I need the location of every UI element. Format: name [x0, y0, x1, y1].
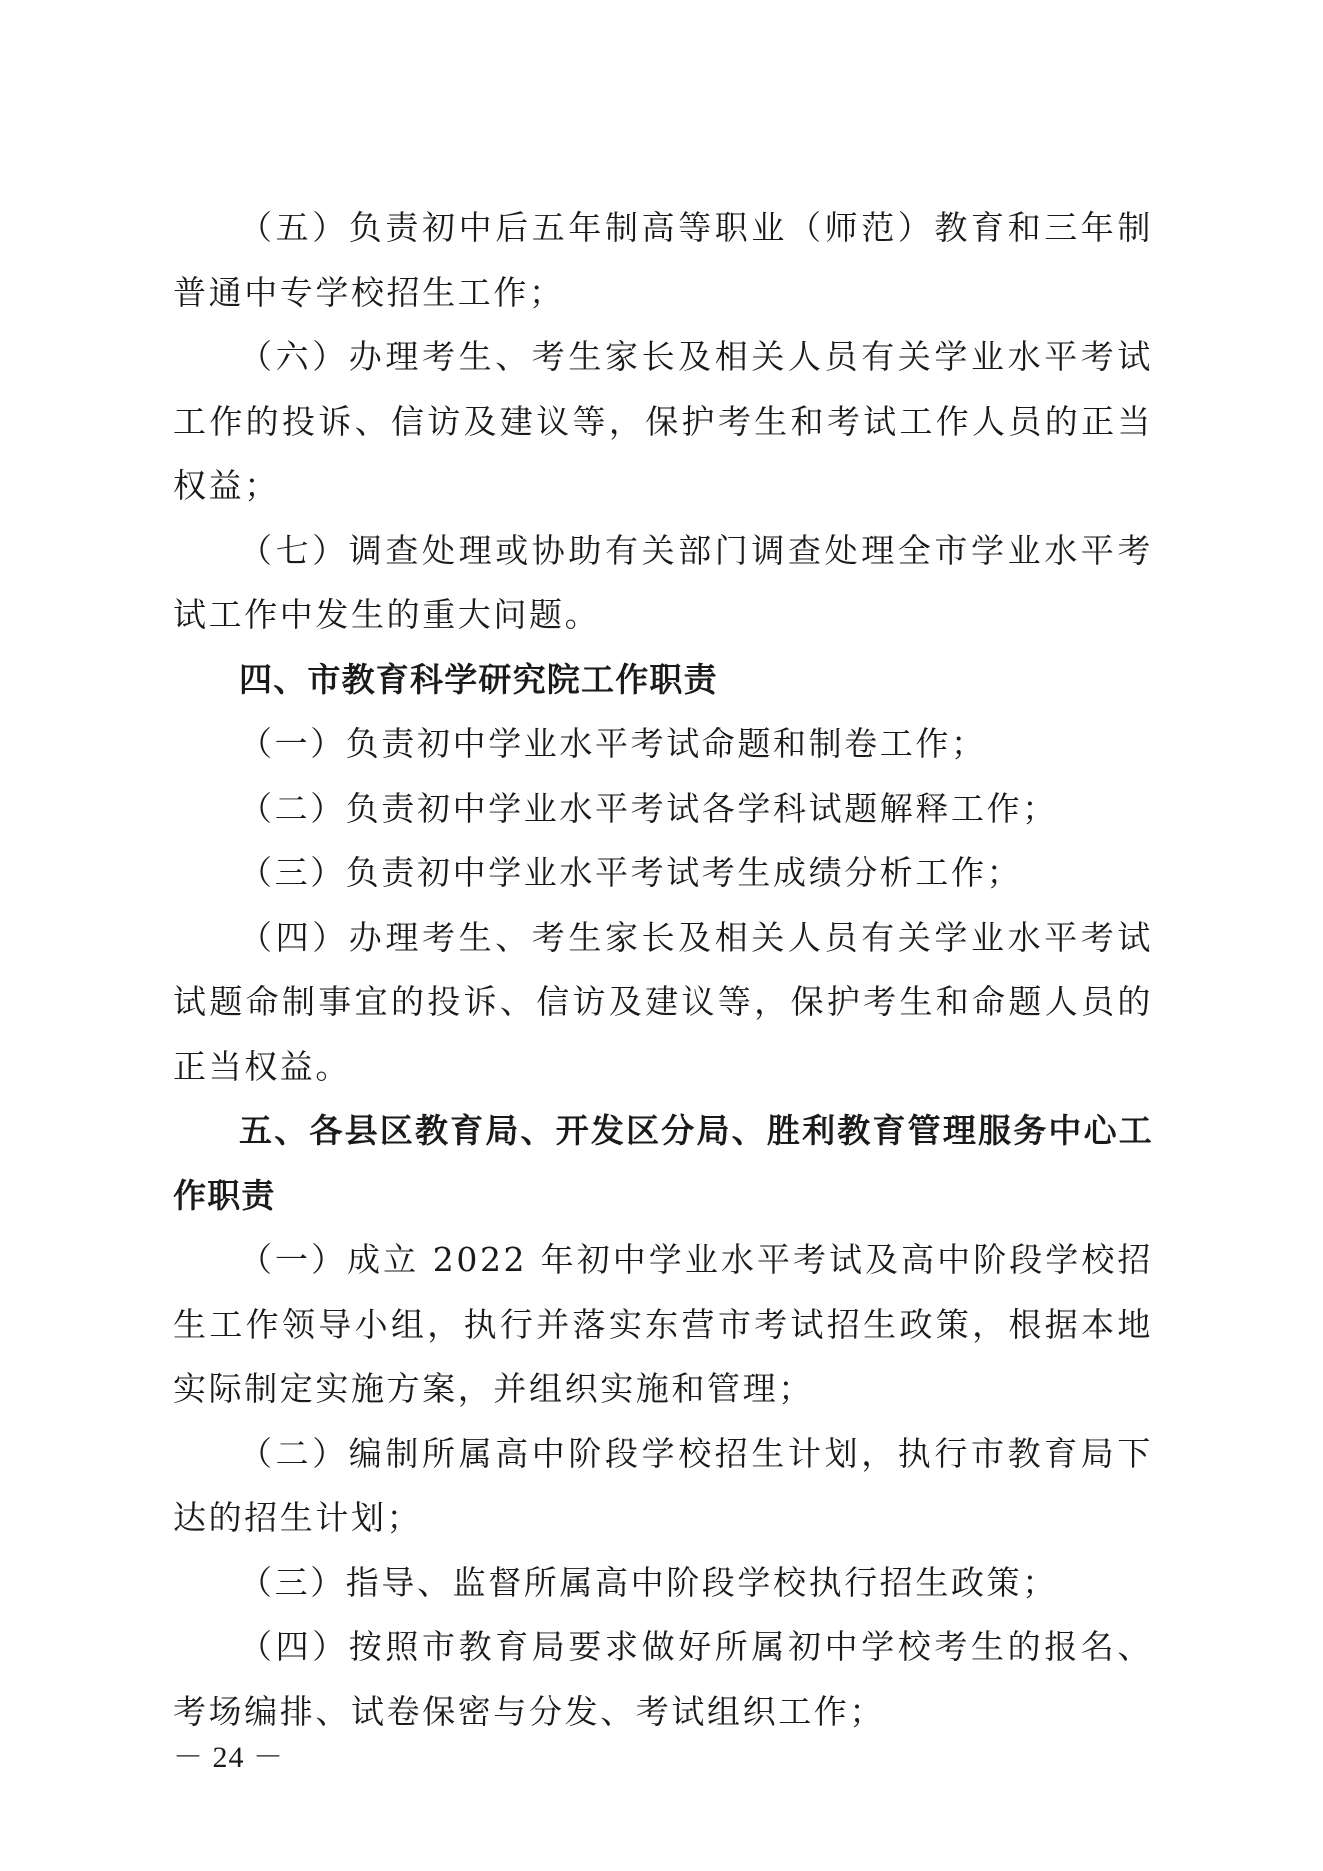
paragraph-item-5: （五）负责初中后五年制高等职业（师范）教育和三年制普通中专学校招生工作； — [173, 208, 1153, 312]
paragraph-item-6: （六）办理考生、考生家长及相关人员有关学业水平考试工作的投诉、信访及建议等，保护考生和考试工作人员的正当权益； — [173, 337, 1153, 505]
paragraph-item-4: （四）按照市教育局要求做好所属初中学校考生的报名、考场编排、试卷保密与分发、考试组织工作； — [173, 1627, 1153, 1731]
page-number: － 24 － — [173, 1741, 284, 1774]
paragraph-item-7: （七）调查处理或协助有关部门调查处理全市学业水平考试工作中发生的重大问题。 — [173, 530, 1153, 634]
section-heading-4: 四、市教育科学研究院工作职责 — [239, 659, 718, 699]
section-heading-5: 五、各县区教育局、开发区分局、胜利教育管理服务中心工作职责 — [173, 1111, 1153, 1215]
document-body — [173, 196, 1153, 1744]
paragraph-item-3: （三）负责初中学业水平考试考生成绩分析工作； — [239, 853, 1023, 892]
paragraph-item-2: （二）编制所属高中阶段学校招生计划，执行市教育局下达的招生计划； — [173, 1433, 1153, 1537]
paragraph-item-3: （三）指导、监督所属高中阶段学校执行招生政策； — [239, 1562, 1058, 1602]
paragraph-item-1: （一）成立 2022 年初中学业水平考试及高中阶段学校招生工作领导小组，执行并落实东营市考试招生政策，根据本地实际制定实施方案，并组织实施和管理； — [173, 1240, 1153, 1408]
paragraph-item-4: （四）办理考生、考生家长及相关人员有关学业水平考试试题命制事宜的投诉、信访及建议等，保护考生和命题人员的正当权益。 — [173, 917, 1153, 1086]
paragraph-item-1: （一）负责初中学业水平考试命题和制卷工作； — [239, 724, 987, 763]
paragraph-item-2: （二）负责初中学业水平考试各学科试题解释工作； — [239, 788, 1058, 828]
